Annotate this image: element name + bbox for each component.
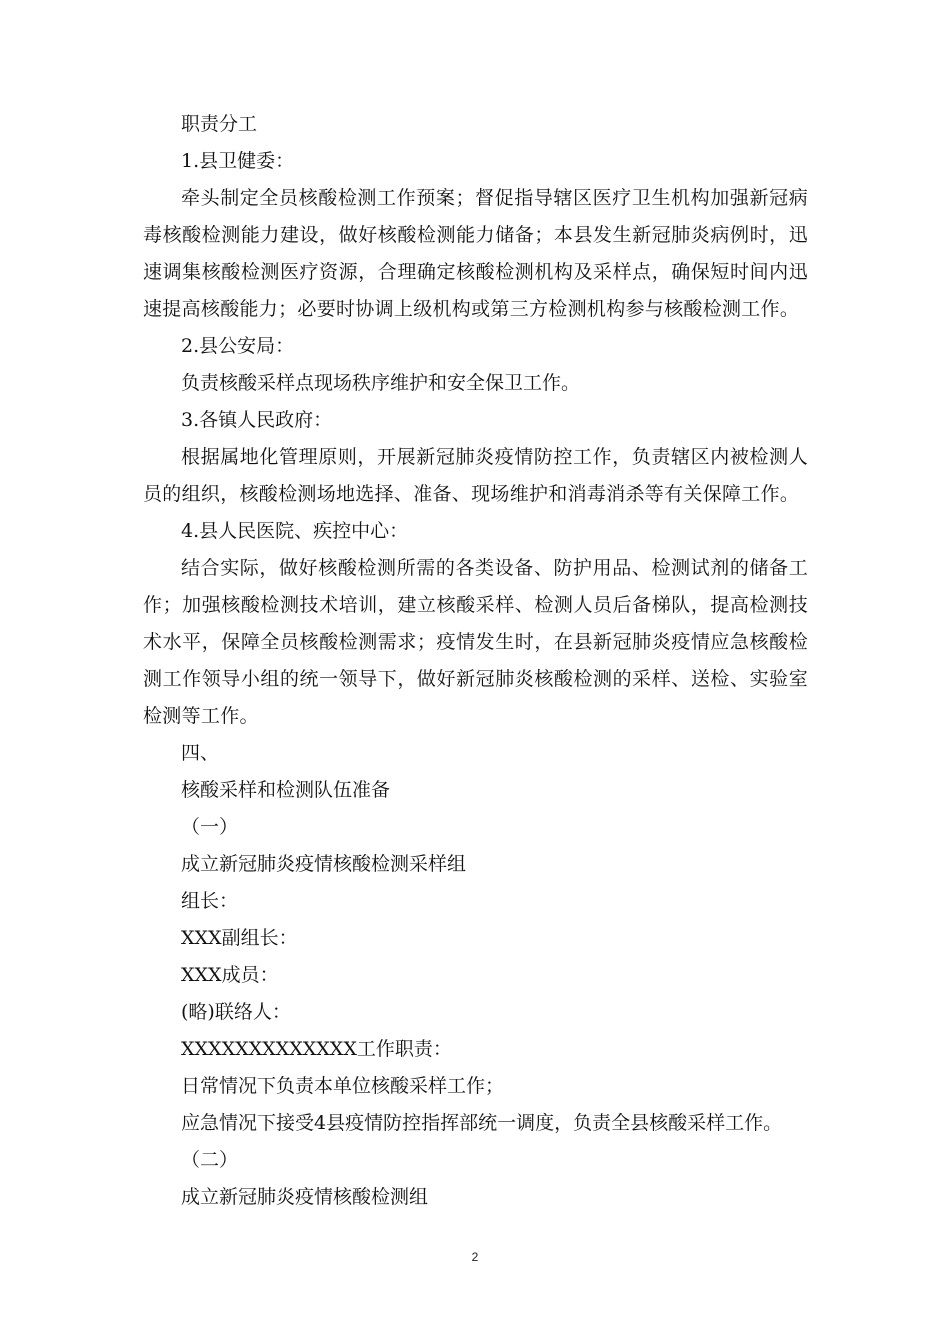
line-emergency-duty: 应急情况下接受4县疫情防控指挥部统一调度，负责全县核酸采样工作。 bbox=[181, 1112, 783, 1134]
paragraph-health-commission: 牵头制定全员核酸检测工作预案；督促指导辖区医疗卫生机构加强新冠病毒核酸检测能力建设，做好核酸检测能力储备；本县发生新冠肺炎病例时，迅速调集核酸检测医疗资源，合理确定核酸检测机构及采样点，确保短时间内迅速提高核酸能力；必要时协调上级机构或第三方检测机构参与核酸检测工作。 bbox=[143, 187, 808, 320]
item-heading-town-governments: 3.各镇人民政府： bbox=[181, 409, 333, 431]
section-heading-duties: 职责分工 bbox=[181, 113, 258, 135]
line-group-leader: 组长： bbox=[181, 890, 239, 912]
subsection-number-two: （二） bbox=[181, 1149, 239, 1171]
paragraph-public-security: 负责核酸采样点现场秩序维护和安全保卫工作。 bbox=[181, 372, 581, 394]
line-contact: (略)联络人： bbox=[181, 1001, 291, 1023]
paragraph-hospital-cdc: 结合实际，做好核酸检测所需的各类设备、防护用品、检测试剂的储备工作；加强核酸检测技术培训，建立核酸采样、检测人员后备梯队，提高检测技术水平，保障全员核酸检测需求；疫情发生时，在县新冠肺炎疫情应急核酸检测工作领导小组的统一领导下，做好新冠肺炎核酸检测的采样、送检、实验室检测等工作。 bbox=[143, 557, 808, 727]
item-heading-public-security: 2.县公安局： bbox=[181, 335, 295, 357]
paragraph-town-governments: 根据属地化管理原则，开展新冠肺炎疫情防控工作，负责辖区内被检测人员的组织，核酸检测场地选择、准备、现场维护和消毒消杀等有关保障工作。 bbox=[143, 446, 808, 505]
subsection-heading-testing-group: 成立新冠肺炎疫情核酸检测组 bbox=[181, 1186, 429, 1208]
page-number: 2 bbox=[471, 1250, 479, 1264]
item-heading-health-commission: 1.县卫健委： bbox=[181, 150, 295, 172]
subsection-number-one: （一） bbox=[181, 816, 239, 838]
line-members: XXX成员： bbox=[181, 964, 279, 986]
item-heading-hospital-cdc: 4.县人民医院、疾控中心： bbox=[181, 520, 409, 542]
subsection-heading-sampling-group: 成立新冠肺炎疫情核酸检测采样组 bbox=[181, 853, 467, 875]
line-deputy-leader: XXX副组长： bbox=[181, 927, 298, 949]
document-body bbox=[143, 106, 808, 1216]
section-heading-team-prep: 核酸采样和检测队伍准备 bbox=[181, 779, 391, 801]
line-work-duties: XXXXXXXXXXXXX工作职责： bbox=[181, 1038, 452, 1060]
section-number-four: 四、 bbox=[181, 742, 220, 764]
line-routine-duty: 日常情况下负责本单位核酸采样工作； bbox=[181, 1075, 505, 1097]
